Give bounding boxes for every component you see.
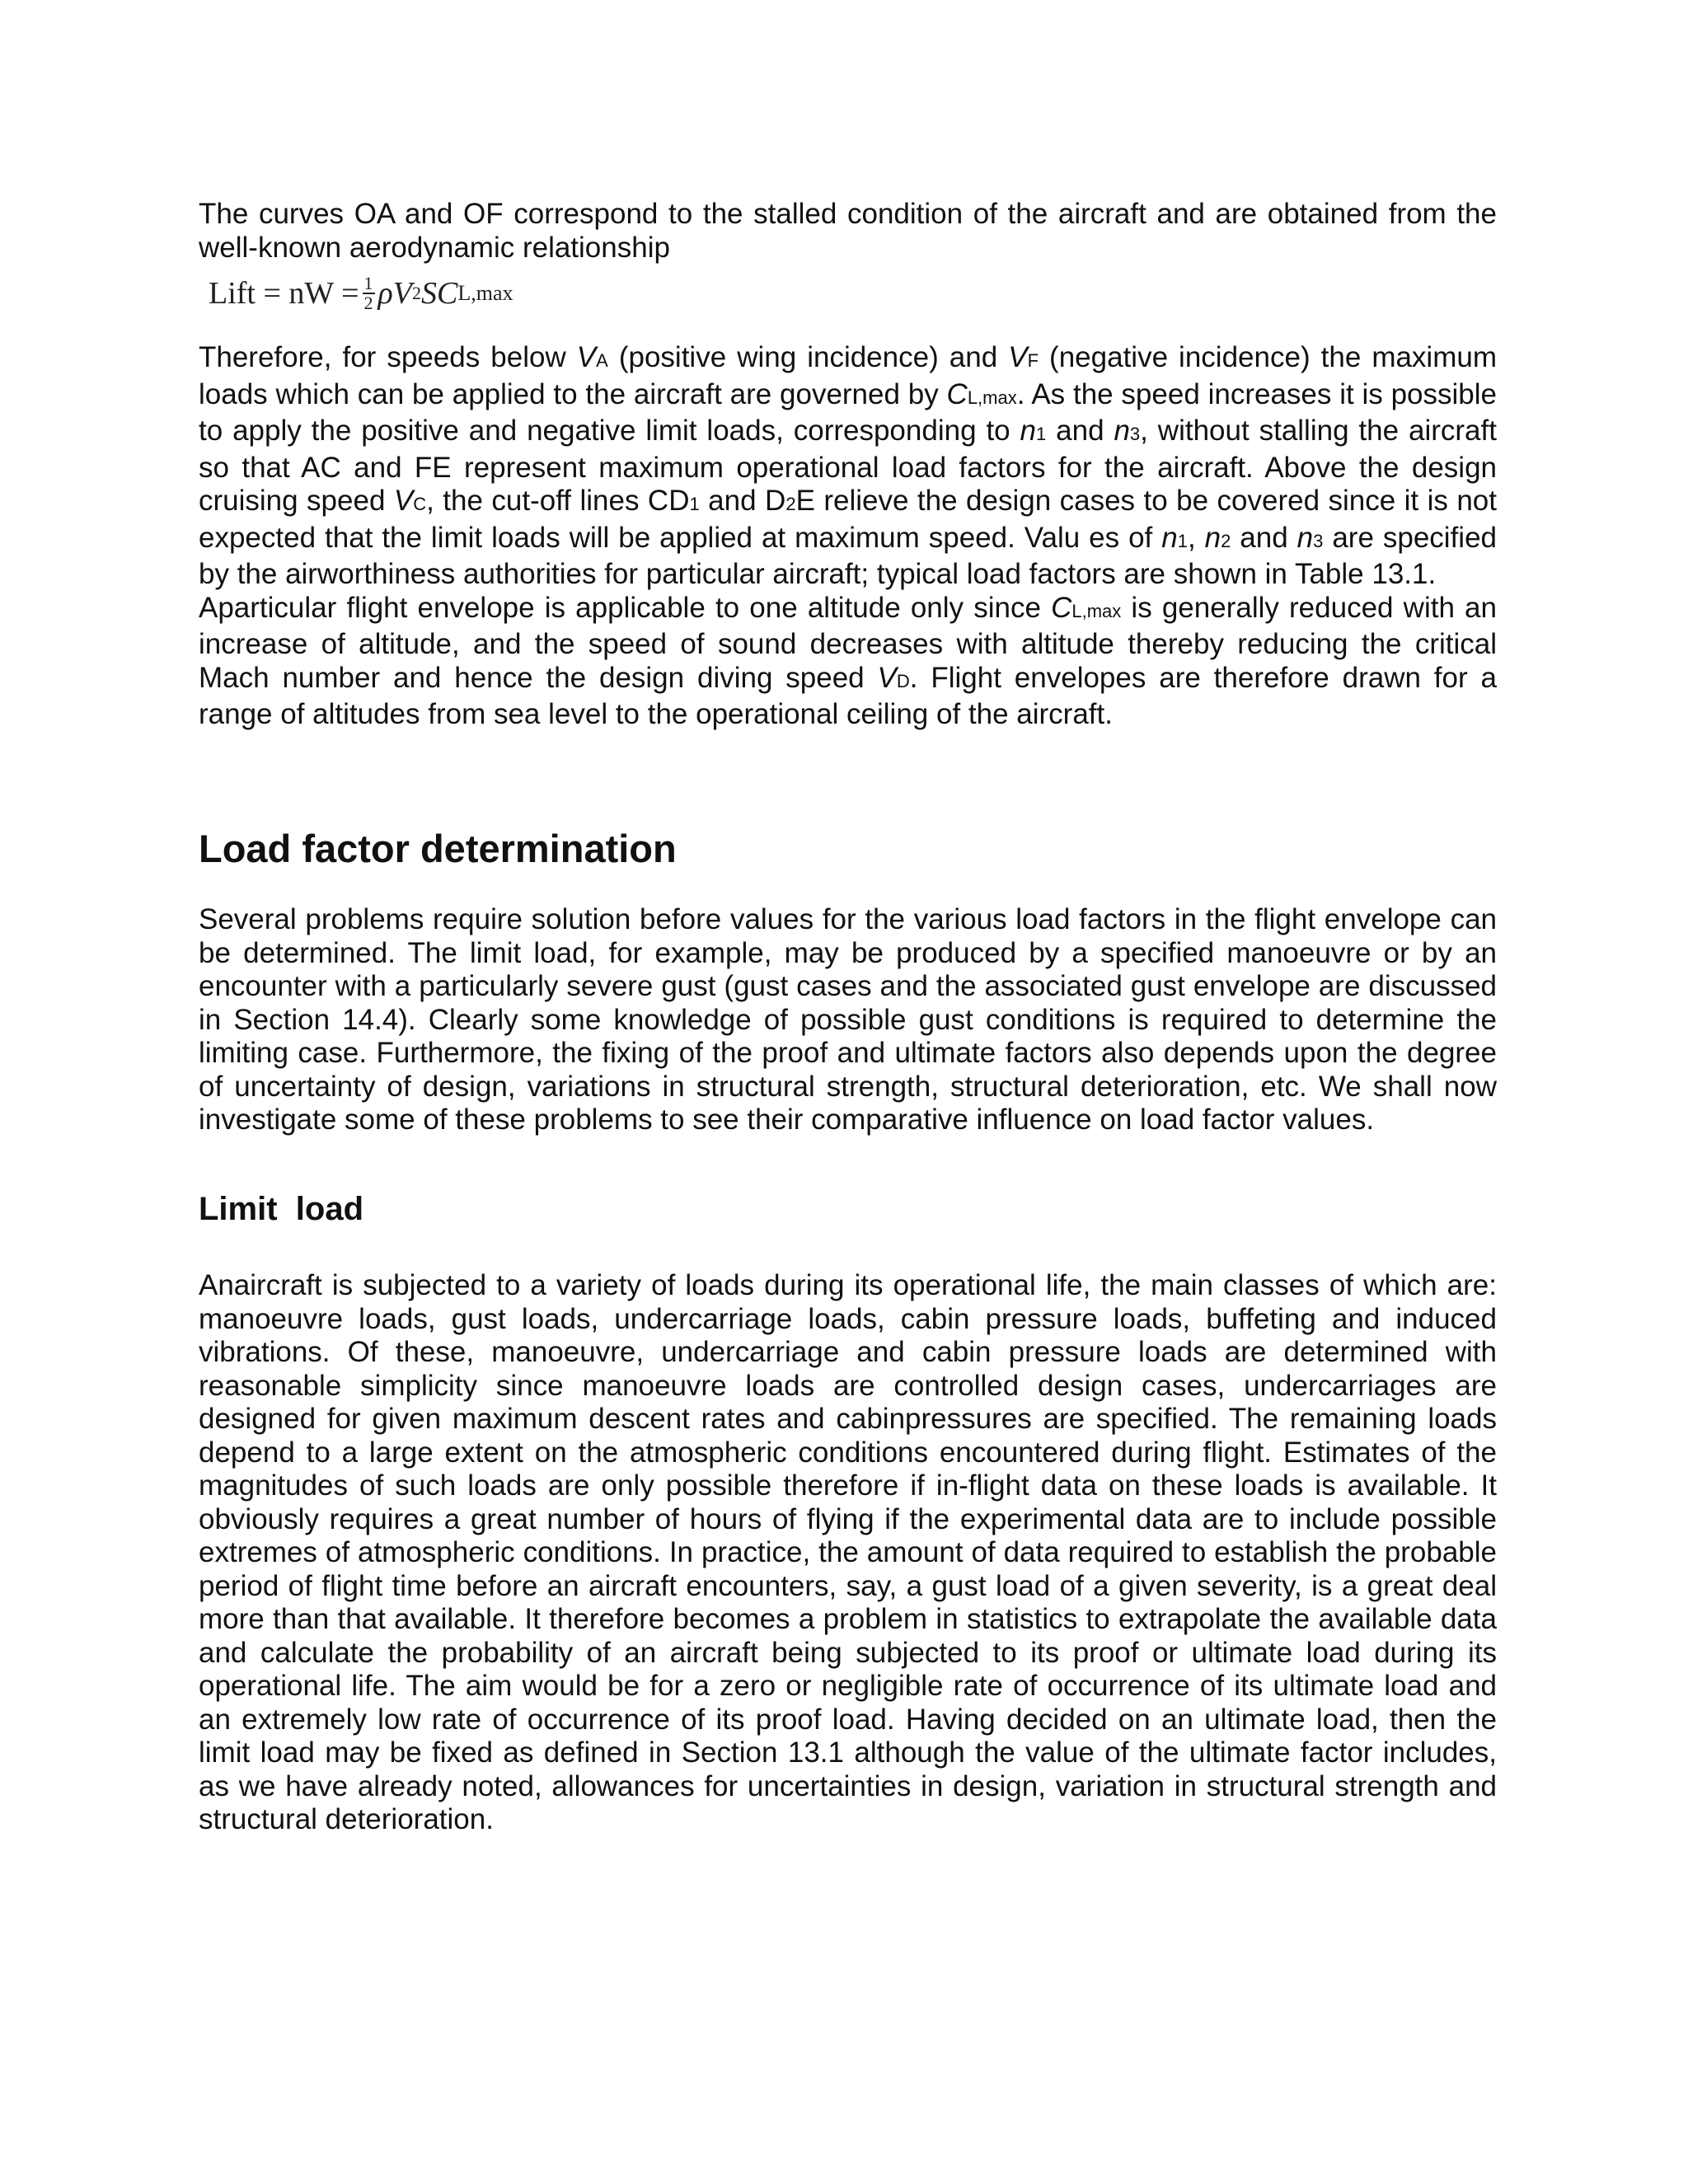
text-run: Aparticular flight envelope is applicable to one altitude only since [199,591,1052,624]
subscript: L,max [1071,600,1122,621]
symbol-c: C [1051,591,1072,624]
subscript: 1 [1177,530,1188,551]
symbol-v: V [576,341,597,373]
formula-exponent: 2 [411,283,421,303]
lift-formula [209,269,1497,317]
symbol-c: C [946,377,968,410]
text-run: . As the speed increases it is possible to apply the positive and negative limit loads, corresponding to [199,377,1497,447]
subscript: 3 [1129,424,1141,444]
text-run: Therefore, for speeds below [199,341,577,373]
subscript: 2 [1221,530,1231,551]
limit-load-paragraph: Anaircraft is subjected to a variety of loads during its operational life, the main classes of which are: manoeuvre loads, gust loads, undercarriage loads, cabin pressure loads, buffeting and induced vibrations. Of these, manoeuvre, undercarriage and cabin pressure loads are determined with reasonable simplicity since manoeuvre loads are controlled design cases, undercarriages are designed for given maximum descent rates and cabinpressures are specified. The remaining loads depend to a large extent on the atmospheric conditions encountered during flight. Estimates of the magnitudes of such loads are only possible therefore if in-flight data on these loads is available. It obviously requires a great number of hours of flying if the experimental data are to include possible extremes of atmospheric conditions. In practice, the amount of data required to establish the probable period of flight time before an aircraft encounters, say, a gust load of a given severity, is a great deal more than that available. It therefore becomes a problem in statistics to extrapolate the available data and calculate the probability of an aircraft being subjected to its proof or ultimate load during its operational life. The aim would be for a zero or negligible rate of occurrence of its ultimate load and an extremely low rate of occurrence of its proof load. Having decided on an ultimate load, then the limit load may be fixed as defined in Section 13.1 although the value of the ultimate factor includes, as we have already noted, allowances for uncertainties in design, variation in structural strength and structural deterioration. [199,1269,1497,1835]
intro-paragraph: The curves OA and OF correspond to the stalled condition of the aircraft and are obtained from the well-known aerodynamic relationship [199,198,1497,264]
symbol-v: V [1008,341,1028,373]
fraction-numerator: 1 [363,273,373,293]
symbol-v: V [877,661,897,694]
symbol-v: V [393,485,414,517]
subsection-heading: Limit load [199,1191,363,1227]
text-run: . Flight envelopes are therefore drawn for a range of altitudes from sea level to the operational ceiling of the aircraft. [199,661,1497,730]
text-run: and [1231,521,1297,554]
formula-lhs: Lift = nW = [209,276,359,311]
text-run: (positive wing incidence) and [607,341,1009,373]
text-run: and [1046,415,1114,447]
determination-paragraph: Several problems require solution before values for the various load factors in the flight envelope can be determined. The limit load, for example, may be produced by a specified manoeuvre or by an encounter with a particularly severe gust (gust cases and the associated gust envelope are discussed in Section 14.4). Clearly some knowledge of possible gust conditions is required to determine the limiting case. Furthermore, the fixing of the proof and ultimate factors also depends upon the degree of uncertainty of design, variations in structural strength, structural deterioration, etc. We shall now investigate some of these problems to see their comparative influence on load factor values. [199,903,1497,1136]
text-run: are specified by the airworthiness authorities for particular aircraft; typical load factors are shown in Table 13.1. [199,521,1497,590]
text-run: , without stalling the aircraft so that AC and FE represent maximum operational load factors for the aircraft. Above the design cruising speed [199,415,1497,517]
symbol-n: n [1296,521,1314,554]
text-run: and D [699,485,786,517]
symbol-n: n [1161,521,1178,554]
section-heading: Load factor determination [199,827,677,870]
symbol-n: n [1114,415,1130,447]
formula-fraction [363,274,375,312]
text-run: E relieve the design cases to be covered since it is not expected that the limit loads will be applied at maximum speed. Valu es of [199,485,1497,554]
envelope-paragraph [199,341,1497,732]
formula-rho-v: ρV [377,276,412,311]
subscript: D [896,670,910,691]
text-run: , [1187,521,1205,554]
subscript: L,max [967,387,1017,408]
subscript: C [413,494,427,514]
symbol-n: n [1204,521,1221,554]
text-run: (negative incidence) the maximum loads which can be applied to the aircraft are governed by [199,341,1497,410]
subscript: 3 [1313,530,1324,551]
subscript: F [1027,350,1039,371]
intro-block [199,198,1497,317]
subscript: 1 [1036,424,1047,444]
subscript: 2 [785,494,796,514]
symbol-n: n [1020,415,1036,447]
subscript: A [596,350,608,371]
text-run: is generally reduced with an increase of altitude, and the speed of sound decreases with altitude thereby reducing the critical Mach number and hence the design diving speed [199,591,1497,694]
formula-sc: SC [420,276,458,311]
formula-subscript: L,max [457,281,513,305]
subscript: 1 [689,494,700,514]
text-run: , the cut-off lines CD [426,485,690,517]
fraction-denominator: 2 [363,293,373,313]
